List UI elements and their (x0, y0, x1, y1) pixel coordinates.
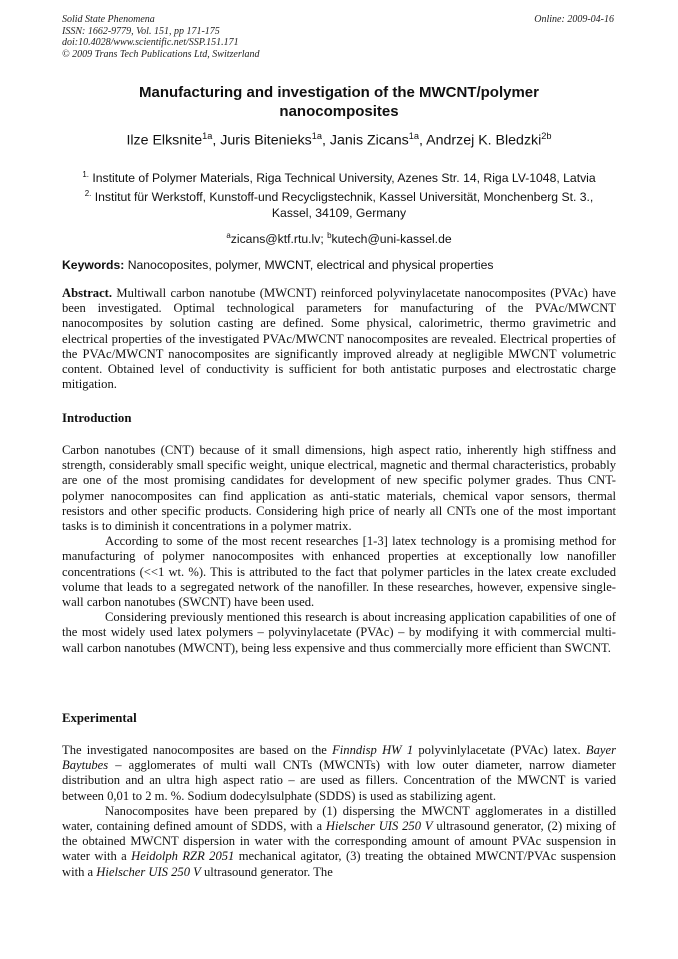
text-run: Nanocomposites have been prepared by (1) dispersing the MWCNT agglomerates in a distilled water, containing defined amount of SDDS, with a (62, 803, 616, 834)
journal-name: Solid State Phenomena (62, 14, 155, 25)
author-name: Ilze Elksnite (126, 132, 203, 149)
author-affiliation-mark: 1a (311, 131, 323, 141)
product-name: Bayer Baytubes (62, 743, 616, 773)
text-run: ultrasound generator, (2) mixing of the obtained MWCNT dispersion in water with the corresponding amount of amount PVAc suspension in water with a (62, 819, 616, 864)
journal-issn: ISSN: 1662-9779, Vol. 151, pp 171-175 (62, 25, 220, 37)
affiliation-text: Institut für Werkstoff, Kunstoff-und Recycligstechnik, Kassel Universität, Monchenberg St. 3., (94, 190, 594, 205)
author-name: Andrzej K. Bledzki (426, 132, 542, 149)
paper-title (60, 83, 618, 121)
affiliation-2-line2: Kassel, 34109, Germany (271, 206, 407, 221)
keywords-label: Keywords: (62, 258, 125, 272)
abstract-text: Multiwall carbon nanotube (MWCNT) reinforced polyvinylacetate nanocomposites (PVAc) have been investigated. Optimal technological parameters for manufacturing of the PVAc/MWCNT nanocomposites by solution casting are defined. Some physical, calorimetric, thermo gravimetric and electrical properties of the investigated PVAc/MWCNT nanocomposites are revealed. Electrical properties of the PVAc/MWCNT nanocomposites are significantly improved already at negligible MWCNT volumetric content. Obtained level of conductivity is sufficient for both antistatic purposes and electrostatic charge mitigation. (62, 286, 616, 392)
email-address: zicans@ktf.rtu.lv; (230, 232, 328, 247)
author-affiliation-mark: 2b (541, 131, 552, 141)
abstract (62, 286, 616, 392)
paragraph: Considering previously mentioned this research is about increasing application capabilities of one of the most widely used latex polymers – polyvinylacetate (PVAc) – by modifying it with commercial multi-wall carbon nanotubes (MWCNT), being less expensive and thus commercially more efficient than SWCNT. (62, 610, 616, 655)
affiliation-1 (60, 167, 618, 186)
affiliation-2 (60, 186, 618, 205)
product-name: Finndisp HW 1 (332, 743, 414, 757)
section-heading-introduction: Introduction (62, 411, 132, 425)
paragraph (62, 804, 616, 880)
affiliation-text: Institute of Polymer Materials, Riga Technical University, Azenes Str. 14, Riga LV-1048, Latvia (92, 171, 596, 186)
author-separator: , (322, 132, 330, 149)
author-separator: , (419, 132, 427, 149)
email-address: kutech@uni-kassel.de (331, 232, 452, 247)
keywords (62, 258, 618, 273)
author-affiliation-mark: 1a (202, 131, 213, 141)
author-name: Janis Zicans (329, 132, 409, 149)
text-run: The investigated nanocomposites are based on the (62, 743, 333, 757)
paragraph: According to some of the most recent researches [1-3] latex technology is a promising method for manufacturing of polymer nanocomposites with enhanced properties at exceptionally low nanofiller concentrations (<<1 wt. %). This is attributed to the fact that polymer particles in the latex create excluded volume that leads to a segregated network of the nanofiller. In these researches, however, expensive single-wall carbon nanotubes (SWCNT) have been used. (62, 534, 616, 610)
text-run: – agglomerates of multi wall CNTs (MWCNTs) with low outer diameter, narrow diameter distribution and an ultra high aspect ratio – are used as fillers. Concentration of the MWCNT is varied between 0,01 to 2 m. %. Sodium dodecylsulphate (SDDS) is used as stabilizing agent. (62, 758, 616, 803)
affiliation-mark: 1. (82, 170, 89, 179)
author-name: Juris Bitenieks (220, 132, 312, 149)
paragraph (62, 743, 616, 804)
paper-title-line: Manufacturing and investigation of the MWCNT/polymer (138, 84, 539, 101)
email-line (60, 228, 618, 247)
author-affiliation-mark: 1a (408, 131, 420, 141)
journal-copyright: © 2009 Trans Tech Publications Ltd, Switzerland (62, 48, 260, 60)
text-run: mechanical agitator, (3) treating the obtained MWCNT/PVAc suspension with a (62, 849, 616, 879)
section-heading-experimental: Experimental (62, 711, 137, 725)
keywords-text: Nanocoposites, polymer, MWCNT, electrical and physical properties (124, 258, 494, 272)
introduction-body (62, 443, 616, 656)
product-name: Hielscher UIS 250 V (96, 864, 201, 879)
text-run: ultrasound generator. The (200, 864, 333, 879)
product-name: Hielscher UIS 250 V (325, 819, 433, 834)
journal-header (62, 14, 260, 60)
paragraph: Carbon nanotubes (CNT) because of it small dimensions, high aspect ratio, inherently high stiffness and strength, considerably small specific weight, unique electrical, magnetic and thermal characteristics, probably are one of the most promising candidates for development of new specific polymer grades. Thus CNT-polymer nanocomposites can find application as anti-static materials, chemical vapor sensors, thermal resistors and other specific products. Considering high price of nearly all CNTs one of the most important tasks is to diminish it concentrations in a polymer matrix. (62, 443, 616, 534)
product-name: Heidolph RZR 2051 (131, 849, 235, 864)
text-run: polyvinlylacetate (PVAc) latex. (413, 743, 586, 757)
email-mark: a (226, 231, 231, 240)
affiliation-mark: 2. (84, 189, 92, 199)
paper-title-line: nanocomposites (279, 103, 399, 120)
experimental-body (62, 743, 616, 880)
author-separator: , (212, 132, 221, 149)
journal-doi: doi:10.4028/www.scientific.net/SSP.151.171 (62, 37, 239, 48)
email-mark: b (327, 231, 332, 240)
online-date: Online: 2009-04-16 (534, 14, 614, 25)
author-list (40, 127, 638, 150)
affiliations (60, 167, 618, 221)
abstract-label: Abstract. (62, 286, 113, 300)
